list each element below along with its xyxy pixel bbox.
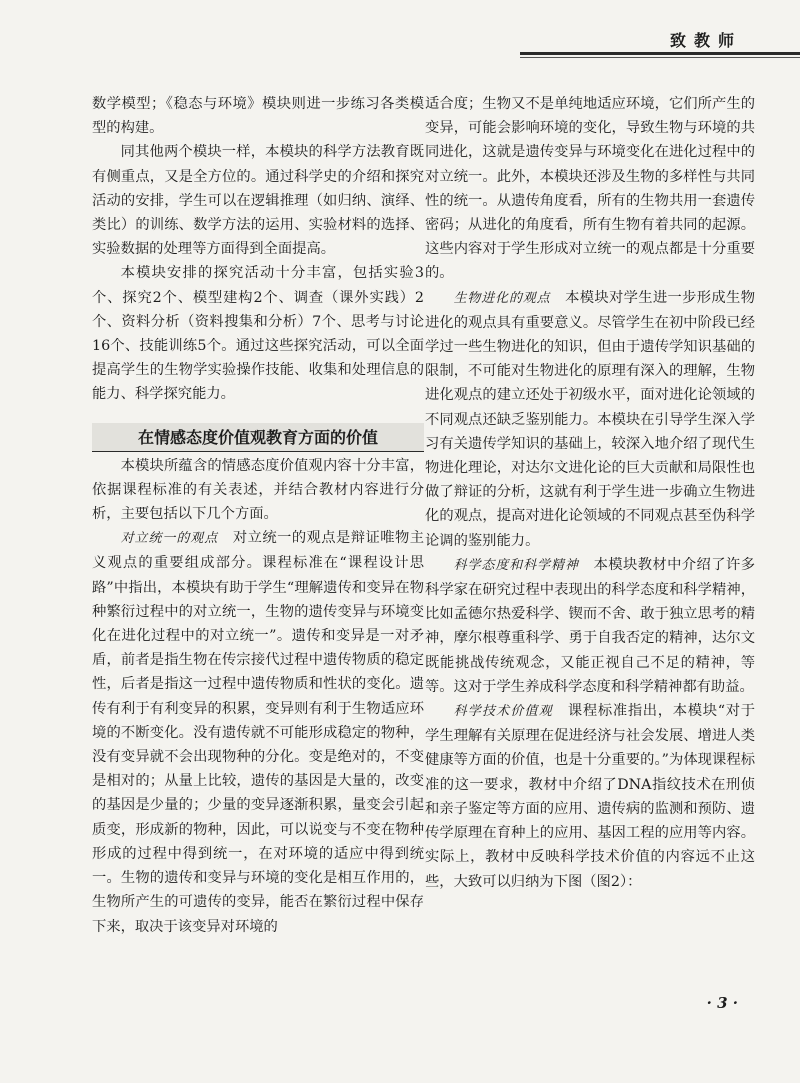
paragraph [425,286,755,553]
header-rule [520,52,800,55]
paragraph-body: 课程标准指出，本模块“对于学生理解有关原理在促进经济与社会发展、增进人类健康等方面的价值，也是十分重要的。”为体现课程标准的这一要求，教材中介绍了DNA指纹技术在刑侦和亲子鉴定等方面的应用、遗传病的监测和预防、遗传学原理在育种上的应用、基因工程的应用等内容。实际上，教材中反映科学技术价值的内容远不止这些，大致可以归纳为下图（图2）： [425,703,755,890]
paragraph [92,526,424,938]
paragraph-lead: 生物进化的观点 [453,290,551,306]
paragraph: 本模块所蕴含的情感态度价值观内容十分丰富，依据课程标准的有关表述，并结合教材内容进行分析，主要包括以下几个方面。 [92,457,424,523]
paragraph: 同其他两个模块一样，本模块的科学方法教育既有侧重点，又是全方位的。通过科学史的介绍和探究活动的安排，学生可以在逻辑推理（如归纳、演绎、类比）的训练、数学方法的运用、实验材料的选择、实验数据的处理等方面得到全面提高。 [92,144,424,258]
right-column [425,92,755,894]
paragraph-body: 本模块对学生进一步形成生物进化的观点具有重要意义。尽管学生在初中阶段已经学过一些生物进化的知识，但由于遗传学知识基础的限制，不可能对生物进化的原理有深入的理解，生物进化观点的建立还处于初级水平，面对进化论领域的不同观点还缺乏鉴别能力。本模块在引导学生深入学习有关遗传学知识的基础上，较深入地介绍了现代生物进化理论，对达尔文进化论的巨大贡献和局限性也做了辩证的分析，这就有利于学生进一步确立生物进化的观点，提高对进化论领域的不同观点甚至伪科学论调的鉴别能力。 [425,289,755,549]
paragraph [425,699,755,894]
paragraph-lead: 科学态度和科学精神 [453,557,579,573]
paragraph-lead: 科学技术价值观 [453,704,553,720]
paragraph: 本模块安排的探究活动十分丰富，包括实验3个、探究2个、模型建构2个、调查（课外实践）2个、资料分析（资料搜集和分析）7个、思考与讨论16个、技能训练5个。通过这些探究活动，可以全面提高学生的生物学实验操作技能、收集和处理信息的能力、科学探究能力。 [92,265,424,403]
paragraph: 适合度；生物又不是单纯地适应环境，它们所产生的变异，可能会影响环境的变化，导致生物与环境的共同进化，这就是遗传变异与环境变化在进化过程中的对立统一。此外，本模块还涉及生物的多样性与共同性的统一。从遗传角度看，所有的生物共用一套遗传密码；从进化的角度看，所有生物有着共同的起源。这些内容对于学生形成对立统一的观点都是十分重要的。 [425,96,755,282]
left-column [92,92,424,939]
section-heading: 在情感态度价值观教育方面的价值 [92,423,424,452]
page-number: · 3 · [706,994,738,1012]
paragraph [425,553,755,699]
paragraph-body: 本模块教材中介绍了许多科学家在研究过程中表现出的科学态度和科学精神，比如孟德尔热爱科学、锲而不舍、敢于独立思考的精神，摩尔根尊重科学、勇于自我否定的精神，达尔文既能挑战传统观念，又能正视自己不足的精神，等等。这对于学生养成科学态度和科学精神都有助益。 [425,556,755,695]
running-header: 致教师 [669,31,742,50]
paragraph-lead: 对立统一的观点 [120,531,219,547]
paragraph: 数学模型；《稳态与环境》模块则进一步练习各类模型的构建。 [92,96,424,137]
header-rule-thin [520,57,800,58]
paragraph-body: 对立统一的观点是辩证唯物主义观点的重要组成部分。课程标准在“课程设计思路”中指出，本模块有助于学生“理解遗传和变异在物种繁衍过程中的对立统一，生物的遗传变异与环境变化在进化过程中的对立统一”。遗传和变异是一对矛盾，前者是指生物在传宗接代过程中遗传物质的稳定性，后者是指这一过程中遗传物质和性状的变化。遗传有利于有利变异的积累，变异则有利于生物适应环境的不断变化。没有遗传就不可能形成稳定的物种，没有变异就不会出现物种的分化。变是绝对的，不变是相对的；从量上比较，遗传的基因是大量的，改变的基因是少量的；少量的变异逐渐积累，量变会引起质变，形成新的物种，因此，可以说变与不变在物种形成的过程中得到统一，在对环境的适应中得到统一。生物的遗传和变异与环境的变化是相互作用的，生物所产生的可遗传的变异，能否在繁衍过程中保存下来，取决于该变异对环境的 [92,530,424,935]
